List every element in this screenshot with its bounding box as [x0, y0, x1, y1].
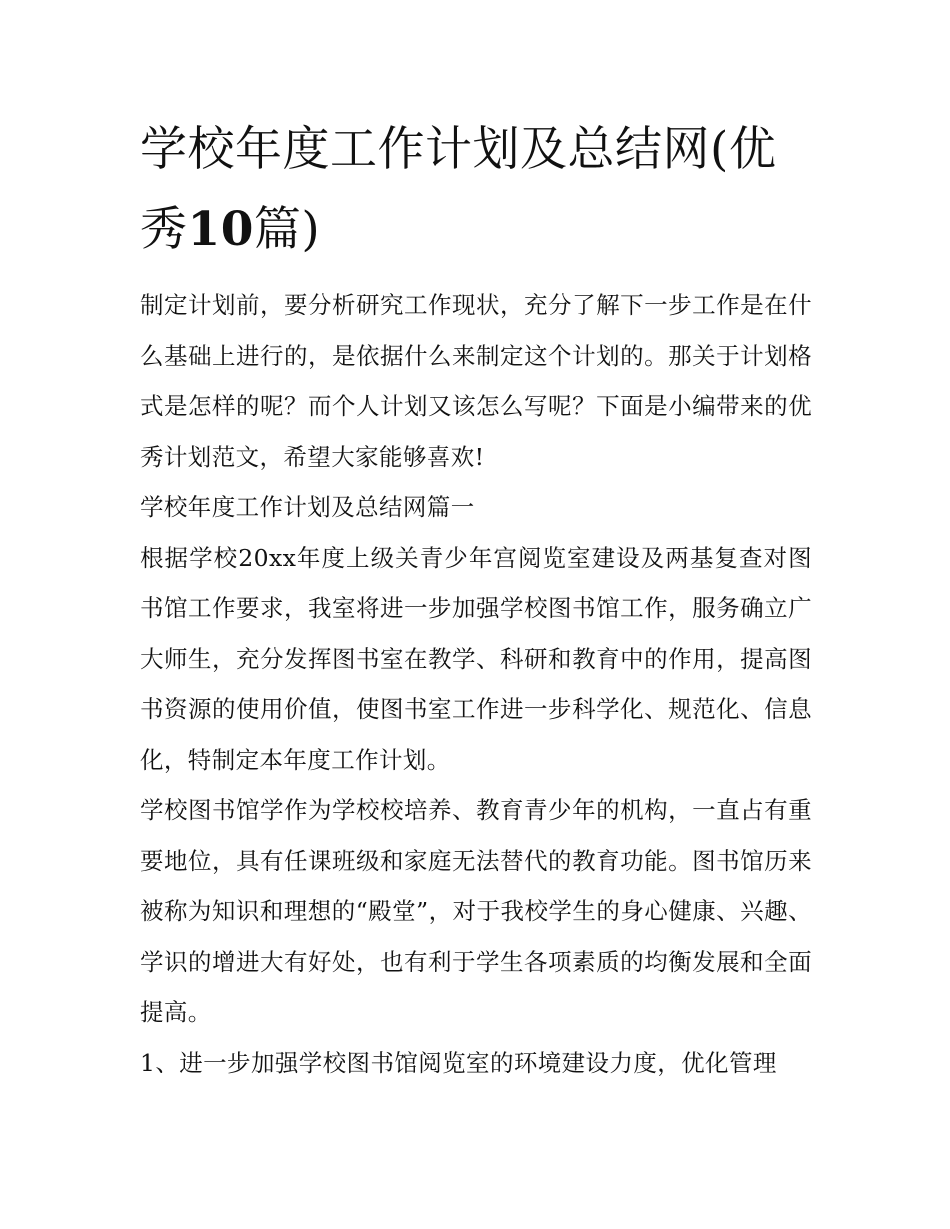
- title-line-1: 学校年度工作计划及总结网(优: [140, 122, 777, 177]
- title-line-2-number: 10: [187, 202, 254, 257]
- document-body: [140, 110, 812, 1088]
- body-paragraph-1: 根据学校20xx年度上级关青少年宫阅览室建设及两基复查对图书馆工作要求，我室将进一步加强学校图书馆工作，服务确立广大师生，充分发挥图书室在教学、科研和教育中的作用，提高图书资源的使用价值，使图书室工作进一步科学化、规范化、信息化，特制定本年度工作计划。: [140, 543, 812, 774]
- title-line-2-prefix: 秀: [140, 202, 188, 257]
- title-line-2-suffix: 篇): [253, 202, 321, 257]
- document-title: [140, 110, 812, 270]
- intro-paragraph: 制定计划前，要分析研究工作现状，充分了解下一步工作是在什么基础上进行的，是依据什么来制定这个计划的。那关于计划格式是怎样的呢？而个人计划又该怎么写呢？下面是小编带来的优秀计划范文，希望大家能够喜欢!: [140, 291, 812, 471]
- list-item-1: 1、进一步加强学校图书馆阅览室的环境建设力度，优化管理: [140, 1048, 777, 1077]
- section-heading: 学校年度工作计划及总结网篇一: [140, 493, 475, 521]
- body-paragraph-2: 学校图书馆学作为学校校培养、教育青少年的机构，一直占有重要地位，具有任课班级和家庭无法替代的教育功能。图书馆历来被称为知识和理想的“殿堂”，对于我校学生的身心健康、兴趣、学识的增进大有好处，也有利于学生各项素质的均衡发展和全面提高。: [140, 796, 812, 1026]
